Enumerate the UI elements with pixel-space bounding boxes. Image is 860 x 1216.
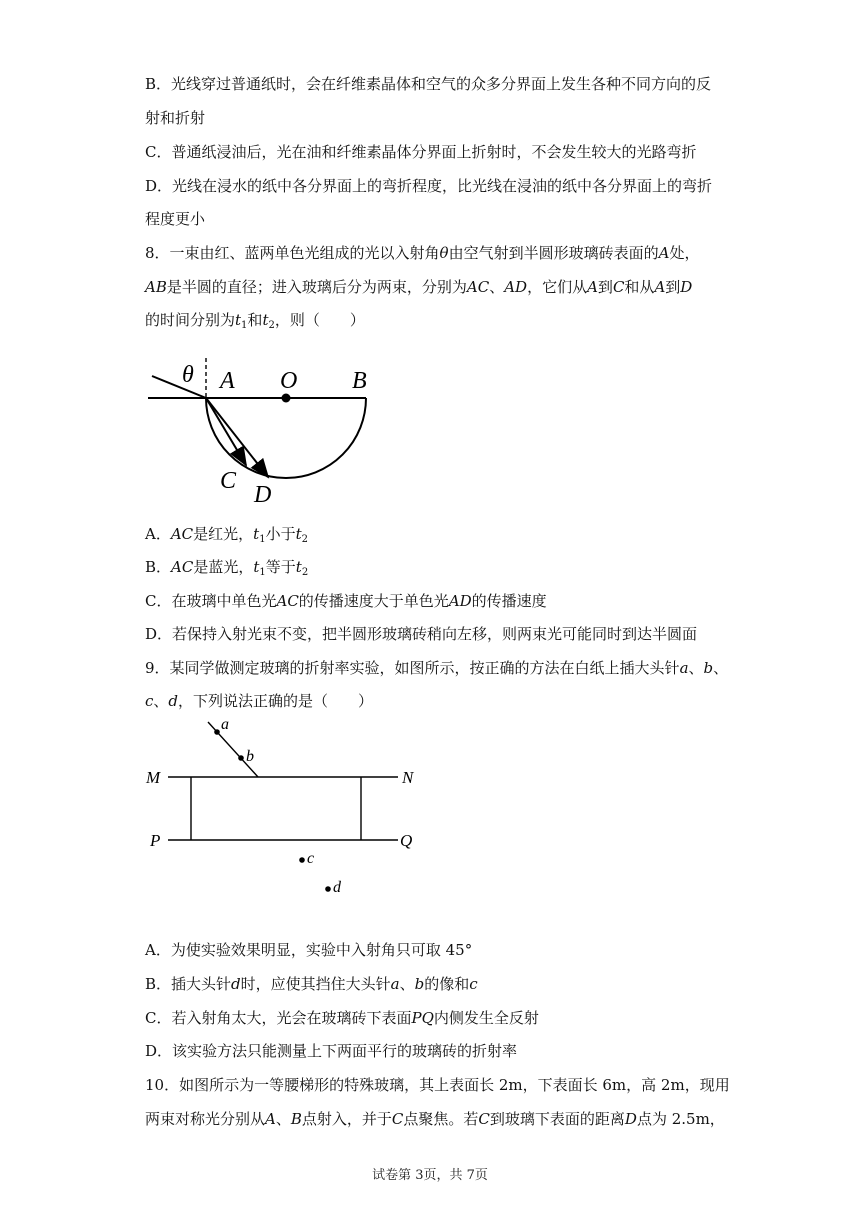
q9-fig-q-label: Q	[400, 831, 413, 850]
q9-fig-pin-c-label: c	[307, 850, 315, 867]
q8-stem-line3: 的时间分别为$t_1$和$t_2$，则（ ）	[145, 311, 365, 331]
q10-stem-line1: 10．如图所示为一等腰梯形的特殊玻璃，其上表面长 2m，下表面长 6m，高 2m，现用	[145, 1076, 730, 1094]
q7-option-d-line2: 程度更小	[145, 210, 206, 228]
q9-option-a: A．为使实验效果明显，实验中入射角只可取 45°	[145, 941, 473, 959]
q8-fig-b-label: B	[352, 368, 367, 394]
q9-stem-line1: 9．某同学做测定玻璃的折射率实验，如图所示，按正确的方法在白纸上插大头针a、b、	[145, 659, 729, 677]
q9-option-b: B．插大头针d时，应使其挡住大头针a、b的像和c	[145, 975, 478, 993]
q8-fig-o-label: O	[280, 368, 298, 394]
q9-option-d: D．该实验方法只能测量上下两面平行的玻璃砖的折射率	[145, 1042, 518, 1060]
q7-option-d-line1: D．光线在浸水的纸中各分界面上的弯折程度，比光线在浸油的纸中各分界面上的弯折	[145, 177, 713, 195]
q9-fig-p-label: P	[150, 831, 161, 850]
q9-glass-block-figure	[140, 712, 430, 902]
q8-stem-line1: 8．一束由红、蓝两单色光组成的光以入射角θ由空气射到半圆形玻璃砖表面的A处，	[145, 244, 700, 262]
q7-option-b-line1: B．光线穿过普通纸时，会在纤维素晶体和空气的众多分界面上发生各种不同方向的反	[145, 75, 712, 93]
q9-fig-pin-b-label: b	[246, 748, 254, 765]
q8-option-d: D．若保持入射光束不变，把半圆形玻璃砖稍向左移，则两束光可能同时到达半圆面	[145, 625, 698, 643]
q8-stem-line2: AB是半圆的直径；进入玻璃后分为两束，分别为AC、AD，它们从A到C和从A到D	[145, 278, 693, 296]
q9-fig-n-label: N	[402, 768, 414, 787]
q8-fig-a-label: A	[220, 368, 235, 394]
q9-option-c: C．若入射角太大，光会在玻璃砖下表面PQ内侧发生全反射	[145, 1009, 539, 1027]
q8-semicircle-figure	[140, 350, 380, 510]
q8-option-b: B．AC是蓝光，$t_1$等于$t_2$	[145, 558, 309, 578]
q9-fig-pin-a-label: a	[221, 716, 229, 733]
q8-option-c: C．在玻璃中单色光AC的传播速度大于单色光AD的传播速度	[145, 592, 547, 610]
q8-fig-d-label: D	[254, 482, 272, 508]
q9-fig-m-label: M	[146, 768, 161, 787]
q7-option-c: C．普通纸浸油后，光在油和纤维素晶体分界面上折射时，不会发生较大的光路弯折	[145, 143, 697, 161]
q9-fig-pin-d-label: d	[333, 879, 341, 896]
q7-option-b-line2: 射和折射	[145, 109, 206, 127]
q10-stem-line2: 两束对称光分别从A、B点射入，并于C点聚焦。若C到玻璃下表面的距离D点为 2.5m，	[145, 1110, 725, 1128]
q9-stem-line2: c、d，下列说法正确的是（ ）	[145, 692, 374, 710]
q8-option-a: A．AC是红光，$t_1$小于$t_2$	[145, 525, 308, 545]
page-footer: 试卷第 3页，共 7页	[372, 1168, 488, 1183]
q8-fig-c-label: C	[220, 468, 237, 494]
q8-fig-theta-label: θ	[182, 362, 194, 388]
